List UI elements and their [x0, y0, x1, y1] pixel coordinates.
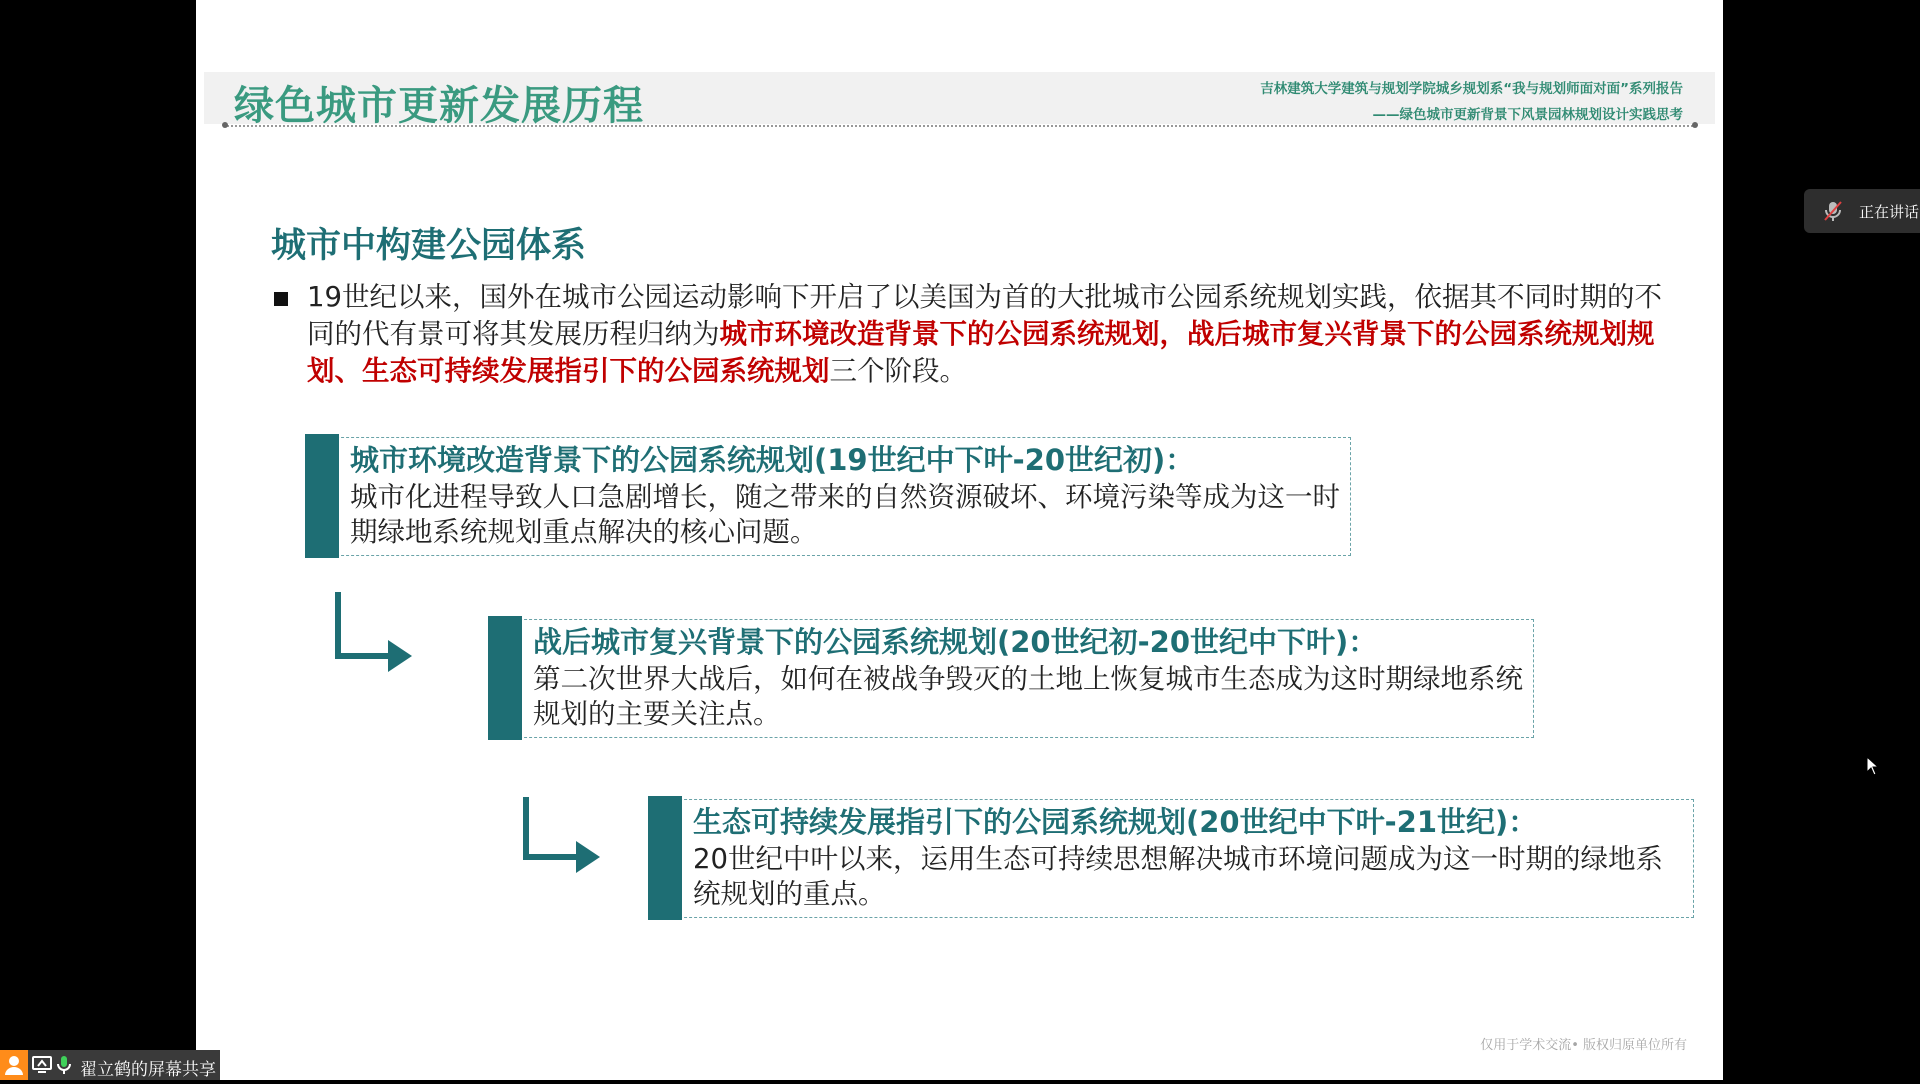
mic-muted-icon — [1822, 200, 1844, 226]
slide-title: 绿色城市更新发展历程 — [234, 83, 644, 129]
stage-bar-1 — [305, 434, 339, 558]
stage-bar-2 — [488, 616, 522, 740]
copyright-note: 仅用于学术交流• 版权归原单位所有 — [1480, 1038, 1687, 1053]
speaking-indicator[interactable] — [1804, 189, 1920, 233]
stage-bar-3 — [648, 796, 682, 920]
stage-body-1: 城市化进程导致人口急剧增长，随之带来的自然资源破坏、环境污染等成为这一时期绿地系统规划重点解决的核心问题。 — [350, 481, 1340, 548]
screen-share-icon[interactable] — [32, 1056, 52, 1078]
stage-title-2: 战后城市复兴背景下的公园系统规划(20世纪初-20世纪中下叶)： — [533, 625, 1378, 659]
intro-text-end: 三个阶段。 — [829, 355, 967, 387]
stage-title-3: 生态可持续发展指引下的公园系统规划(20世纪中下叶-21世纪)： — [693, 805, 1538, 839]
stage-box-1 — [306, 437, 1351, 556]
divider-dot-right — [1692, 122, 1698, 128]
stage-box-3 — [649, 799, 1694, 918]
arrow-down-right-icon — [522, 795, 602, 881]
report-header — [1260, 76, 1683, 128]
screen-share-bar[interactable] — [0, 1050, 220, 1080]
speaking-label: 正在讲话 — [1859, 203, 1920, 221]
section-heading: 城市中构建公园体系 — [271, 226, 587, 266]
mouse-cursor-icon — [1866, 756, 1880, 780]
stage-body-2: 第二次世界大战后，如何在被战争毁灭的土地上恢复城市生态成为这时期绿地系统规划的主要关注点。 — [533, 663, 1523, 730]
share-owner-label: 翟立鹤的屏幕共享 — [80, 1060, 216, 1080]
stage-box-2 — [489, 619, 1534, 738]
microphone-icon[interactable] — [56, 1055, 72, 1079]
intro-highlight: 城市环境改造背景下的公园系统规划，战后城市复兴背景下的公园系统规划规划、生态可持续发展指引下的公园系统规划 — [307, 318, 1655, 387]
arrow-down-right-icon — [334, 590, 414, 680]
intro-paragraph — [307, 279, 1667, 390]
report-header-line2: ——绿色城市更新背景下风景园林规划设计实践思考 — [1372, 107, 1683, 123]
participant-icon[interactable] — [0, 1050, 28, 1080]
presentation-slide — [196, 0, 1723, 1080]
stage-title-1: 城市环境改造背景下的公园系统规划(19世纪中下叶-20世纪初)： — [350, 443, 1195, 477]
stage-body-3: 20世纪中叶以来，运用生态可持续思想解决城市环境问题成为这一时期的绿地系统规划的重点。 — [693, 843, 1663, 910]
divider-dot-left — [222, 122, 228, 128]
report-header-line1: 吉林建筑大学建筑与规划学院城乡规划系“我与规划师面对面”系列报告 — [1260, 81, 1683, 97]
title-divider — [224, 125, 1693, 127]
bullet-square-icon — [274, 292, 288, 306]
intro-text: 19世纪以来，国外在城市公园运动影响下开启了以美国为首的大批城市公园系统规划实践，依据其不同时期的不同的代有景可将其发展历程归纳为 — [307, 281, 1662, 350]
